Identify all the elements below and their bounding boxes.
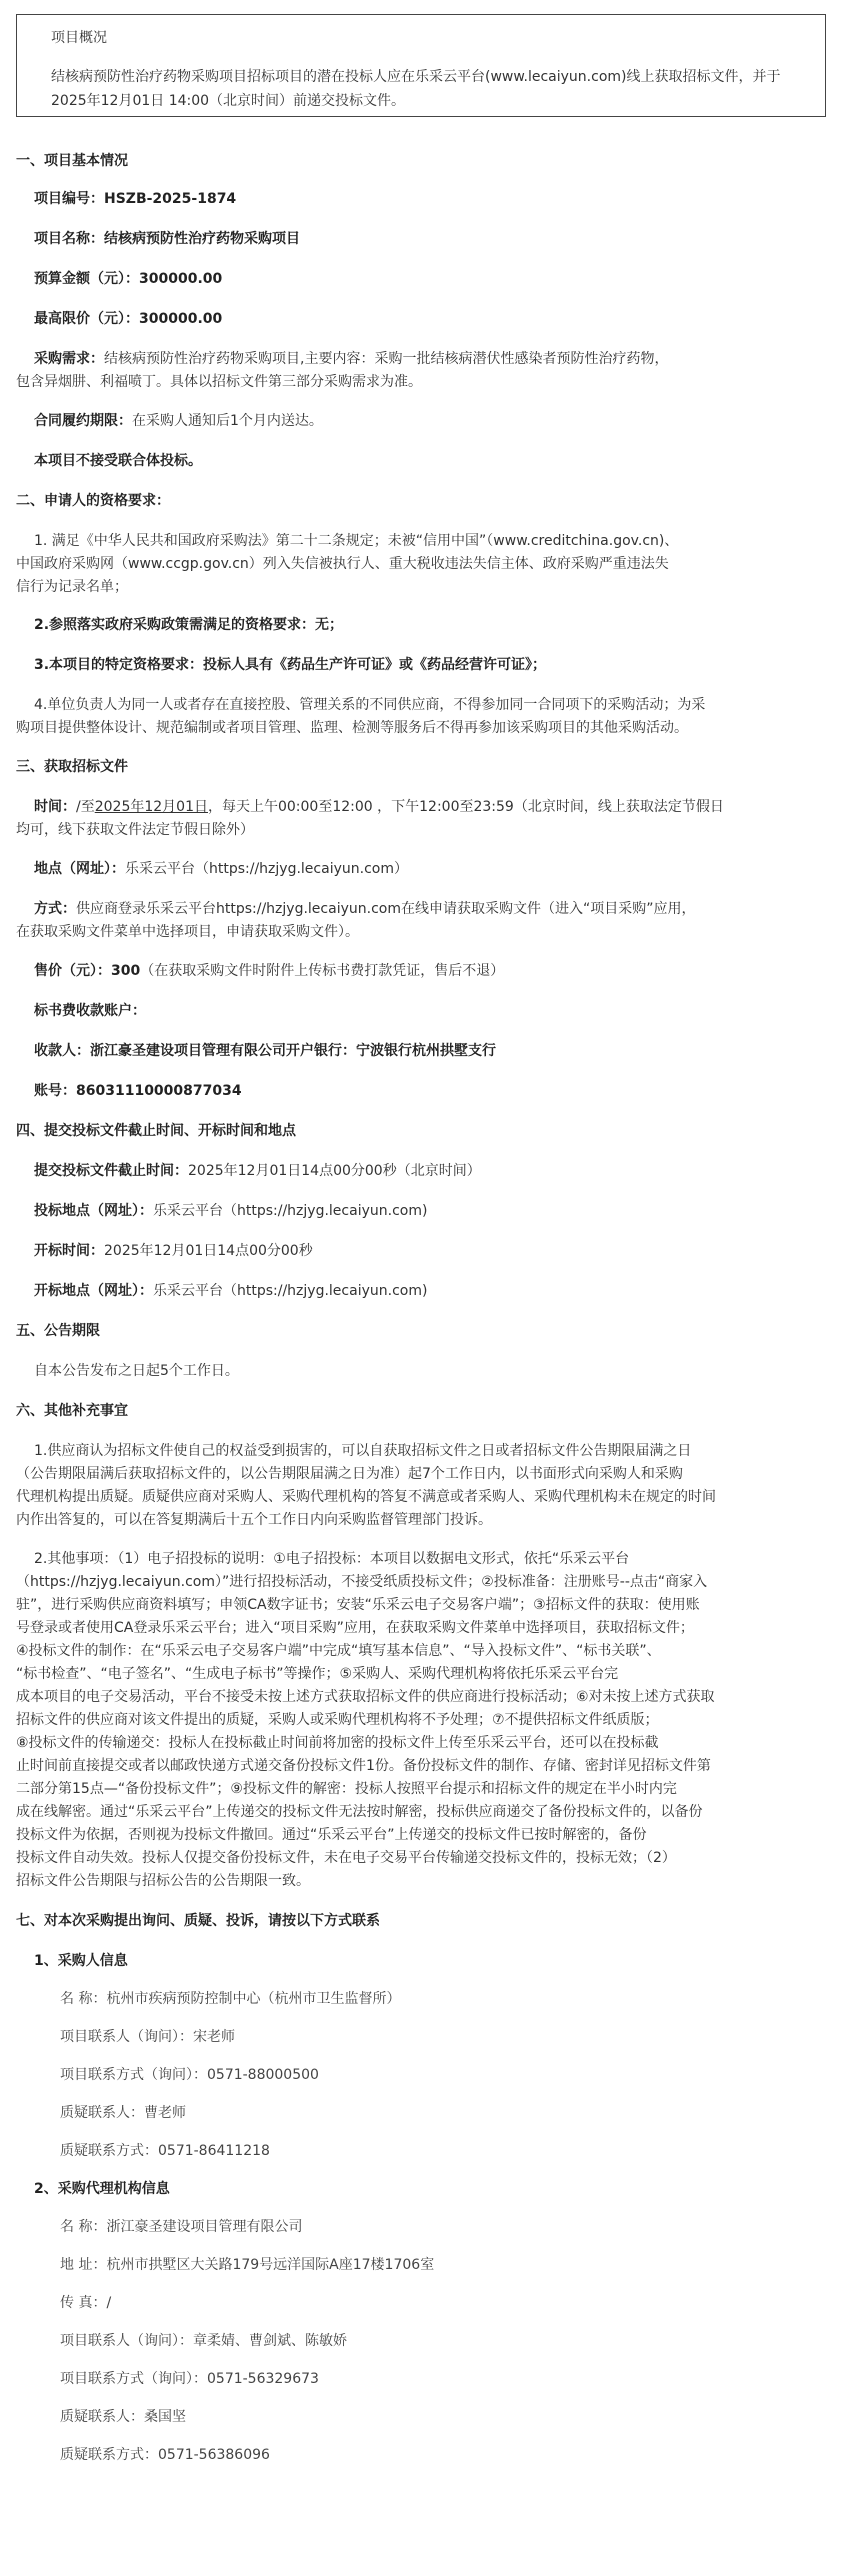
bid-place-label: 投标地点（网址）： [34,1203,153,1219]
para2-line: ⑧投标文件的传输递交：投标人在投标截止时间前将加密的投标文件上传至乐采云平台，还可以在投标截 [16,1735,659,1751]
agency-phone: 项目联系方式（询问）：0571-56329673 [60,2371,319,2387]
project-code [34,188,236,211]
para2-line: 成本项目的电子交易活动，平台不接受未按上述方式获取招标文件的供应商进行投标活动；⑥对未按上述方式获取 [16,1689,715,1705]
demand-line-1: 结核病预防性治疗药物采购项目,主要内容：采购一批结核病潜伏性感染者预防性治疗药物， [104,351,669,367]
agency-contact: 项目联系人（询问）：章柔婧、曹剑斌、陈敏娇 [60,2333,347,2349]
section3-heading: 三、获取招标文件 [16,759,128,775]
contract-period-value: 在采购人通知后1个月内送达。 [132,413,323,429]
sale-price-value: 300 [111,963,141,979]
para2-line: 止时间前直接提交或者以邮政快递方式递交备份投标文件1份。备份投标文件的制作、存储、密封详见招标文件第 [16,1758,711,1774]
budget-label: 预算金额（元）： [34,271,139,287]
req1-line-2: 中国政府采购网（www.ccgp.gov.cn）列入失信被执行人、重大税收违法失信主体、政府采购严重违法失 [16,556,669,572]
para2-line: 招标文件公告期限与招标公告的公告期限一致。 [16,1873,310,1889]
obtain-method-label: 方式： [34,901,76,917]
purchaser-name: 名 称：杭州市疾病预防控制中心（杭州市卫生监督所） [60,1991,401,2007]
open-time-value: 2025年12月01日14点00分00秒 [104,1243,313,1259]
purchaser-complaint-phone: 质疑联系方式：0571-86411218 [60,2143,270,2159]
obtain-place [34,858,408,881]
account-number: 账号：86031110000877034 [34,1083,242,1099]
obtain-time-label: 时间： [34,799,76,815]
notice-period: 自本公告发布之日起5个工作日。 [34,1363,239,1379]
max-price-label: 最高限价（元）： [34,311,139,327]
bid-place [34,1200,427,1223]
section4-heading: 四、提交投标文件截止时间、开标时间和地点 [16,1123,296,1139]
req4-line-2: 购项目提供整体设计、规范编制或者项目管理、监理、检测等服务后不得再参加该采购项目的其他采购活动。 [16,720,688,736]
agency-heading: 2、采购代理机构信息 [34,2181,170,2197]
demand-line-2: 包含异烟肼、利福喷丁。具体以招标文件第三部分采购需求为准。 [16,374,422,390]
contract-period-label: 合同履约期限： [34,413,132,429]
para2-line: 投标文件自动失效。投标人仅提交备份投标文件，未在电子交易平台传输递交投标文件的，投标无效；（2） [16,1850,676,1866]
req1-line-3: 信行为记录名单； [16,579,128,595]
obtain-time-line-2: 均可，线下获取文件法定节假日除外） [16,822,254,838]
project-name-value: 结核病预防性治疗药物采购项目 [104,231,300,247]
agency-complaint-contact: 质疑联系人：桑国坚 [60,2409,186,2425]
max-price-value: 300000.00 [139,311,223,327]
section1-heading: 一、项目基本情况 [16,153,128,169]
agency-fax: 传 真：/ [60,2295,112,2311]
purchaser-contact: 项目联系人（询问）：宋老师 [60,2029,235,2045]
purchaser-phone: 项目联系方式（询问）：0571-88000500 [60,2067,319,2083]
project-name-label: 项目名称： [34,231,104,247]
open-time-label: 开标时间： [34,1243,104,1259]
req2: 2.参照落实政府采购政策需满足的资格要求：无； [34,617,344,633]
para2-line: 招标文件的供应商对该文件提出的质疑，采购人或采购代理机构将不予处理；⑦不提供招标文件纸质版； [16,1712,659,1728]
overview-text: 结核病预防性治疗药物采购项目招标项目的潜在投标人应在乐采云平台(www.lecaiyun.com)线上获取招标文件，并于2025年12月01日 14:00（北京时间）前递交投标文件。 [51,69,781,109]
agency-name: 名 称：浙江豪圣建设项目管理有限公司 [60,2219,303,2235]
obtain-method [34,898,695,921]
para2-line: 2.其他事项：（1）电子招投标的说明：①电子招投标：本项目以数据电文形式，依托“乐采云平台 [34,1551,630,1567]
fee-account-heading: 标书费收款账户： [34,1003,146,1019]
budget [34,268,222,291]
consortium-note: 本项目不接受联合体投标。 [34,453,202,469]
obtain-time-rest: ，每天上午00:00至12:00 ，下午12:00至23:59（北京时间，线上获取法定节假日 [207,799,724,815]
budget-value: 300000.00 [139,271,223,287]
para2-line: 成在线解密。通过“乐采云平台”上传递交的投标文件无法按时解密，投标供应商递交了备份投标文件的，以备份 [16,1804,703,1820]
purchaser-heading: 1、采购人信息 [34,1953,128,1969]
para2-line: “标书检查”、“电子签名”、“生成电子标书”等操作；⑤采购人、采购代理机构将依托乐采云平台完 [16,1666,619,1682]
para2-line: （https://hzjyg.lecaiyun.com）”进行招投标活动，不接受纸质投标文件；②投标准备：注册账号--点击“商家入 [16,1574,708,1590]
para1-line: 内作出答复的，可以在答复期满后十五个工作日内向采购监督管理部门投诉。 [16,1512,492,1528]
payee-info: 收款人：浙江豪圣建设项目管理有限公司开户银行：宁波银行杭州拱墅支行 [34,1043,496,1059]
section7-heading: 七、对本次采购提出询问、质疑、投诉，请按以下方式联系 [16,1913,380,1929]
agency-complaint-phone: 质疑联系方式：0571-56386096 [60,2447,270,2463]
contract-period [34,410,323,433]
demand-label: 采购需求： [34,351,104,367]
overview-box [16,14,826,117]
para1-line: 代理机构提出质疑。质疑供应商对采购人、采购代理机构的答复不满意或者采购人、采购代理机构未在规定的时间 [16,1489,716,1505]
bid-deadline [34,1160,481,1183]
demand [34,348,668,371]
overview-title: 项目概况 [51,30,107,46]
max-price [34,308,222,331]
open-place-label: 开标地点（网址）： [34,1283,153,1299]
req3: 3.本项目的特定资格要求：投标人具有《药品生产许可证》或《药品经营许可证》； [34,657,547,673]
section6-heading: 六、其他补充事宜 [16,1403,128,1419]
project-name [34,228,300,251]
sale-price [34,960,504,983]
project-code-label: 项目编号： [34,191,104,207]
para2-line: 号登录或者使用CA登录乐采云平台；进入“项目采购”应用，在获取采购文件菜单中选择项目，获取招标文件； [16,1620,694,1636]
obtain-time-date: 2025年12月01日 [94,799,208,815]
open-time [34,1240,313,1263]
para1-line: （公告期限届满后获取招标文件的，以公告期限届满之日为准）起7个工作日内，以书面形式向采购人和采购 [16,1466,683,1482]
sale-price-note: （在获取采购文件时附件上传标书费打款凭证，售后不退） [140,963,505,979]
para2-line: ④投标文件的制作：在“乐采云电子交易客户端”中完成“填写基本信息”、“导入投标文件”、“标书关联”、 [16,1643,661,1659]
bid-deadline-value: 2025年12月01日14点00分00秒（北京时间） [188,1163,481,1179]
para2-line: 驻”，进行采购供应商资料填写；申领CA数字证书；安装“乐采云电子交易客户端”；③招标文件的获取：使用账 [16,1597,700,1613]
purchaser-complaint-contact: 质疑联系人：曹老师 [60,2105,186,2121]
req1-line-1: 1. 满足《中华人民共和国政府采购法》第二十二条规定；未被“信用中国”（www.creditchina.gov.cn)、 [34,533,679,549]
req4-line-1: 4.单位负责人为同一人或者存在直接控股、管理关系的不同供应商，不得参加同一合同项下的采购活动；为采 [34,697,706,713]
bid-place-value: 乐采云平台（https://hzjyg.lecaiyun.com) [153,1203,428,1219]
obtain-method-line-2: 在获取采购文件菜单中选择项目，申请获取采购文件）。 [16,924,359,940]
open-place [34,1280,427,1303]
para2-line: 二部分第15点—“备份投标文件”；⑨投标文件的解密：投标人按照平台提示和招标文件的规定在半小时内完 [16,1781,677,1797]
section5-heading: 五、公告期限 [16,1323,100,1339]
para2-line: 投标文件为依据，否则视为投标文件撤回。通过“乐采云平台”上传递交的投标文件已按时解密的，备份 [16,1827,647,1843]
para1-line: 1.供应商认为招标文件使自己的权益受到损害的，可以自获取招标文件之日或者招标文件公告期限届满之日 [34,1443,692,1459]
obtain-time [34,796,724,819]
obtain-method-line-1: 供应商登录乐采云平台https://hzjyg.lecaiyun.com在线申请获取采购文件（进入“项目采购”应用， [76,901,696,917]
bid-deadline-label: 提交投标文件截止时间： [34,1163,188,1179]
obtain-time-prefix: /至 [76,799,95,815]
project-code-value: HSZB-2025-1874 [104,191,237,207]
open-place-value: 乐采云平台（https://hzjyg.lecaiyun.com) [153,1283,428,1299]
obtain-place-value: 乐采云平台（https://hzjyg.lecaiyun.com） [125,861,408,877]
section2-heading: 二、申请人的资格要求： [16,493,170,509]
sale-price-label: 售价（元）： [34,963,111,979]
agency-address: 地 址：杭州市拱墅区大关路179号远洋国际A座17楼1706室 [60,2257,435,2273]
obtain-place-label: 地点（网址）： [34,861,125,877]
